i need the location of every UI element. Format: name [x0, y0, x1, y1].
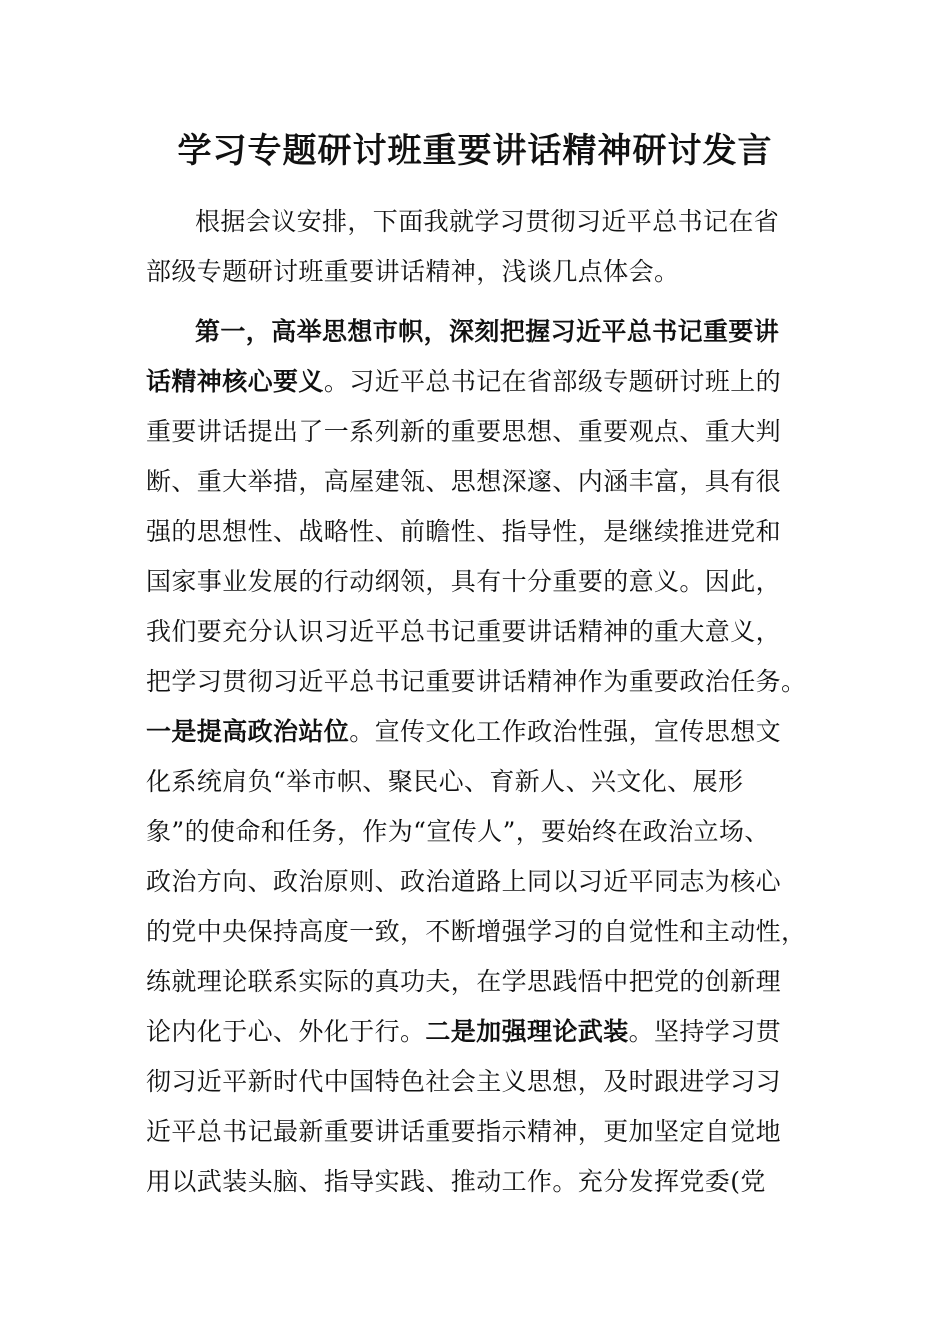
point2-heading: 二是加强理论武装	[425, 1017, 629, 1046]
body-line: 国家事业发展的行动纲领，具有十分重要的意义。因此，	[146, 567, 782, 596]
body-line: 化系统肩负“举市帜、聚民心、育新人、兴文化、展形	[146, 767, 744, 796]
body-line: 把学习贯彻习近平总书记重要讲话精神作为重要政治任务。	[146, 667, 807, 696]
body-line: 政治方向、政治原则、政治道路上同以习近平同志为核心	[146, 867, 782, 896]
section1-line-2-text: 。习近平总书记在省部级专题研讨班上的	[323, 367, 782, 396]
body-line: 近平总书记最新重要讲话重要指示精神，更加坚定自觉地	[146, 1117, 782, 1146]
intro-line-1: 根据会议安排，下面我就学习贯彻习近平总书记在省	[195, 207, 780, 236]
body-line: 彻习近平新时代中国特色社会主义思想，及时跟进学习习	[146, 1067, 782, 1096]
point2-text: 。坚持学习贯	[628, 1017, 782, 1046]
section1-heading-part-2: 话精神核心要义	[146, 367, 324, 396]
point2-line	[146, 1013, 781, 1051]
point1-heading: 一是提高政治站位	[146, 717, 350, 746]
body-line: 强的思想性、战略性、前瞻性、指导性，是继续推进党和	[146, 517, 782, 546]
section1-line-2	[146, 363, 781, 401]
body-line: 象”的使命和任务，作为“宣传人”，要始终在政治立场、	[146, 817, 770, 846]
body-line: 的党中央保持高度一致，不断增强学习的自觉性和主动性，	[146, 917, 807, 946]
intro-line-2: 部级专题研讨班重要讲话精神，浅谈几点体会。	[146, 257, 680, 286]
body-line: 练就理论联系实际的真功夫，在学思践悟中把党的创新理	[146, 967, 782, 996]
section1-heading-part-1: 第一，高举思想市帜，深刻把握习近平总书记重要讲	[195, 317, 780, 346]
document-title: 学习专题研讨班重要讲话精神研讨发言	[177, 131, 773, 171]
body-line: 用以武装头脑、指导实践、推动工作。充分发挥党委(党	[146, 1167, 766, 1196]
body-line: 我们要充分认识习近平总书记重要讲话精神的重大意义，	[146, 617, 782, 646]
body-line: 断、重大举措，高屋建瓴、思想深邃、内涵丰富，具有很	[146, 467, 782, 496]
point1-text: 。宣传文化工作政治性强，宣传思想文	[349, 717, 782, 746]
point2-pre-text: 论内化于心、外化于行。	[146, 1017, 426, 1046]
body-line: 重要讲话提出了一系列新的重要思想、重要观点、重大判	[146, 417, 782, 446]
point1-line	[146, 713, 781, 751]
section1-heading-line-1	[195, 313, 779, 351]
